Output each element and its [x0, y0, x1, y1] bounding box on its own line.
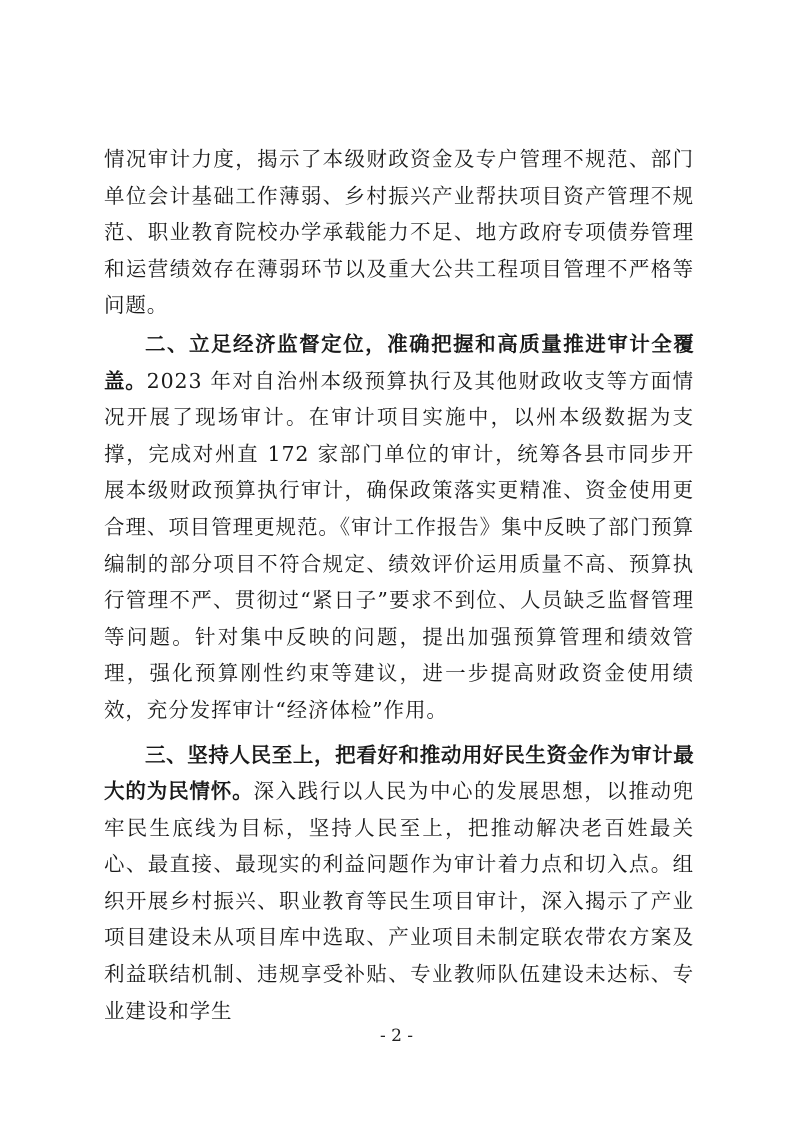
page-number: - 2 - [379, 1026, 414, 1046]
section-heading-3: 三、坚持人民至上，把看好和推动用好民生资金作为审计最大的为民情怀。 [104, 742, 694, 804]
section-heading-2: 二、立足经济监督定位，准确把握和高质量推进审计全覆盖。 [104, 331, 694, 393]
paragraph-3-text: 深入践行以人民为中心的发展思想，以推动兜牢民生底线为目标，坚持人民至上，把推动解决老百姓最关心、最直接、最现实的利益问题作为审计着力点和切入点。组织开展乡村振兴、职业教育等民生项目审计，深入揭示了产业项目建设未从项目库中选取、产业项目未制定联农带农方案及利益联结机制、违规享受补贴、专业教师队伍建设未达标、专业建设和学生 [104, 779, 695, 1023]
paragraph-1-text: 情况审计力度，揭示了本级财政资金及专户管理不规范、部门单位会计基础工作薄弱、乡村振兴产业帮扶项目资产管理不规范、职业教育院校办学承载能力不足、地方政府专项债券管理和运营绩效存在薄弱环节以及重大公共工程项目管理不严格等问题。 [104, 147, 694, 318]
paragraph-1 [104, 141, 694, 324]
paragraph-2 [104, 326, 694, 729]
paragraph-3 [104, 737, 694, 1030]
paragraph-2-text: 2023 年对自治州本级预算执行及其他财政收支等方面情况开展了现场审计。在审计项目实施中，以州本级数据为支撑，完成对州直 172 家部门单位的审计，统筹各县市同步开展本级财政预算执行审计，确保政策落实更精准、资金使用更合理、项目管理更规范。《审计工作报告》集中反映了部门预算编制的部分项目不符合规定、绩效评价运用质量不高、预算执行管理不严、贯彻过“紧日子”要求不到位、人员缺乏监督管理等问题。针对集中反映的问题，提出加强预算管理和绩效管理，强化预算刚性约束等建议，进一步提高财政资金使用绩效，充分发挥审计“经济体检”作用。 [104, 368, 694, 722]
document-body [104, 141, 694, 1029]
